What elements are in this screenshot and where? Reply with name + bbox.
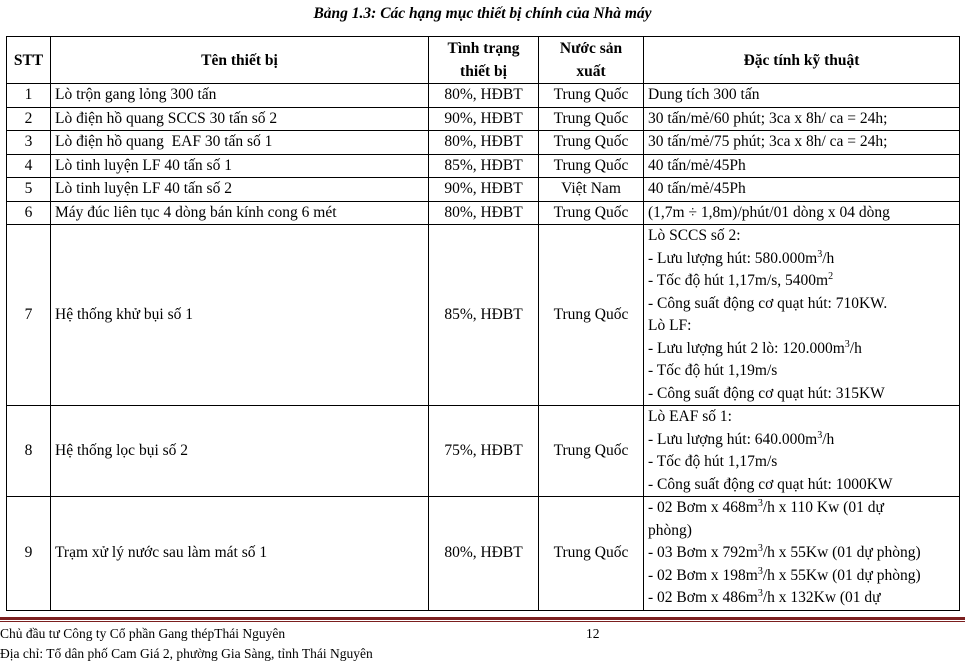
page-number: 12 bbox=[586, 626, 600, 641]
cell-stt: 4 bbox=[7, 154, 51, 178]
spec-line: - Công suất động cơ quạt hút: 1000KW bbox=[648, 475, 893, 493]
cell-name: Lò tinh luyện LF 40 tấn số 1 bbox=[51, 154, 429, 178]
cell-name: Trạm xử lý nước sau làm mát số 1 bbox=[51, 497, 429, 611]
cell-spec: 30 tấn/mẻ/75 phút; 3ca x 8h/ ca = 24h; bbox=[644, 131, 960, 155]
header-stt: STT bbox=[7, 37, 51, 84]
cell-name: Hệ thống khử bụi số 1 bbox=[51, 225, 429, 406]
cell-spec bbox=[644, 497, 960, 611]
cell-stt: 8 bbox=[7, 406, 51, 497]
spec-line: Lò LF: bbox=[648, 317, 692, 334]
spec-line: - Lưu lượng hút: $580.000m^3/h$ bbox=[648, 248, 835, 267]
header-spec: Đặc tính kỹ thuật bbox=[644, 37, 960, 84]
header-origin bbox=[539, 37, 644, 84]
cell-status: 75%, HĐBT bbox=[429, 406, 539, 497]
spec-line: - Tốc độ hút 1,17m/s bbox=[648, 453, 778, 470]
table-row bbox=[7, 497, 960, 611]
cell-stt: 5 bbox=[7, 178, 51, 202]
footer-owner: Chủ đầu tư Công ty Cổ phần Gang thépThái Nguyên bbox=[0, 626, 286, 641]
cell-name: Lò điện hồ quang SCCS 30 tấn số 2 bbox=[51, 107, 429, 131]
spec-line: - Tốc độ hút 1,19m/s bbox=[648, 362, 778, 379]
cell-status: 80%, HĐBT bbox=[429, 84, 539, 108]
table-row bbox=[7, 84, 960, 108]
cell-spec: Dung tích 300 tấn bbox=[644, 84, 960, 108]
header-origin-line1: Nước sản bbox=[559, 40, 623, 57]
cell-origin: Trung Quốc bbox=[539, 201, 644, 225]
spec-line: phòng) bbox=[648, 521, 692, 539]
cell-spec: 30 tấn/mẻ/60 phút; 3ca x 8h/ ca = 24h; bbox=[644, 107, 960, 131]
spec-line: - Công suất động cơ quạt hút: 315KW bbox=[648, 384, 885, 402]
cell-stt: 3 bbox=[7, 131, 51, 155]
header-status-line2: thiết bị bbox=[460, 63, 507, 80]
spec-line: - Tốc độ hút 1,17m/s, $5400m^2$ bbox=[648, 270, 834, 289]
cell-origin: Trung Quốc bbox=[539, 107, 644, 131]
cell-spec bbox=[644, 225, 960, 406]
cell-name: Lò trộn gang lỏng 300 tấn bbox=[51, 84, 429, 108]
header-name: Tên thiết bị bbox=[51, 37, 429, 84]
footer-address: Địa chỉ: Tổ dân phố Cam Giá 2, phường Gia Sàng, tỉnh Thái Nguyên bbox=[0, 646, 373, 661]
cell-stt: 6 bbox=[7, 201, 51, 225]
spec-line: Lò EAF số 1: bbox=[648, 408, 732, 425]
cell-spec bbox=[644, 406, 960, 497]
cell-status: 85%, HĐBT bbox=[429, 225, 539, 406]
cell-name: Lò tinh luyện LF 40 tấn số 2 bbox=[51, 178, 429, 202]
cell-stt: 9 bbox=[7, 497, 51, 611]
table-row bbox=[7, 107, 960, 131]
cell-origin: Trung Quốc bbox=[539, 154, 644, 178]
spec-line: - Công suất động cơ quạt hút: 710KW. bbox=[648, 294, 888, 312]
spec-line: - 02 Bơm x $486m^3/h$ x 132Kw (01 dự bbox=[648, 587, 881, 606]
equipment-table bbox=[6, 36, 960, 611]
cell-name: Máy đúc liên tục 4 dòng bán kính cong 6 mét bbox=[51, 201, 429, 225]
table-caption: Bảng 1.3: Các hạng mục thiết bị chính của Nhà máy bbox=[313, 5, 652, 22]
cell-name: Lò điện hồ quang EAF 30 tấn số 1 bbox=[51, 131, 429, 155]
cell-origin: Trung Quốc bbox=[539, 131, 644, 155]
spec-line: - 02 Bơm x $468m^3/h$ x 110 Kw (01 dự bbox=[648, 497, 884, 516]
cell-origin: Trung Quốc bbox=[539, 225, 644, 406]
table-row bbox=[7, 406, 960, 497]
cell-spec: 40 tấn/mẻ/45Ph bbox=[644, 154, 960, 178]
cell-stt: 2 bbox=[7, 107, 51, 131]
table-row bbox=[7, 154, 960, 178]
cell-status: 80%, HĐBT bbox=[429, 497, 539, 611]
spec-line: - 03 Bơm x $792m^3/h$ x 55Kw (01 dự phòng) bbox=[648, 542, 921, 561]
cell-origin: Trung Quốc bbox=[539, 406, 644, 497]
table-row bbox=[7, 225, 960, 406]
spec-line: - Lưu lượng hút: $640.000m^3/h$ bbox=[648, 429, 835, 448]
cell-status: 80%, HĐBT bbox=[429, 201, 539, 225]
table-row bbox=[7, 131, 960, 155]
cell-spec: (1,7m ÷ 1,8m)/phút/01 dòng x 04 dòng bbox=[644, 201, 960, 225]
cell-origin: Trung Quốc bbox=[539, 84, 644, 108]
cell-status: 90%, HĐBT bbox=[429, 178, 539, 202]
cell-stt: 7 bbox=[7, 225, 51, 406]
cell-spec: 40 tấn/mẻ/45Ph bbox=[644, 178, 960, 202]
footer-divider-thin bbox=[0, 621, 965, 622]
cell-origin: Trung Quốc bbox=[539, 497, 644, 611]
header-origin-line2: xuất bbox=[576, 63, 606, 80]
cell-status: 80%, HĐBT bbox=[429, 131, 539, 155]
cell-stt: 1 bbox=[7, 84, 51, 108]
spec-line: Lò SCCS số 2: bbox=[648, 227, 741, 244]
header-status-line1: Tình trạng bbox=[447, 40, 520, 57]
cell-name: Hệ thống lọc bụi số 2 bbox=[51, 406, 429, 497]
cell-status: 85%, HĐBT bbox=[429, 154, 539, 178]
cell-origin: Việt Nam bbox=[539, 178, 644, 202]
spec-line: - 02 Bơm x $198m^3/h$ x 55Kw (01 dự phòng) bbox=[648, 565, 921, 584]
spec-line: - Lưu lượng hút 2 lò: $120.000m^3/h$ bbox=[648, 338, 862, 357]
header-status bbox=[429, 37, 539, 84]
cell-status: 90%, HĐBT bbox=[429, 107, 539, 131]
table-row bbox=[7, 201, 960, 225]
table-header-row bbox=[7, 37, 960, 84]
table-row bbox=[7, 178, 960, 202]
footer-divider-thick bbox=[0, 617, 965, 620]
